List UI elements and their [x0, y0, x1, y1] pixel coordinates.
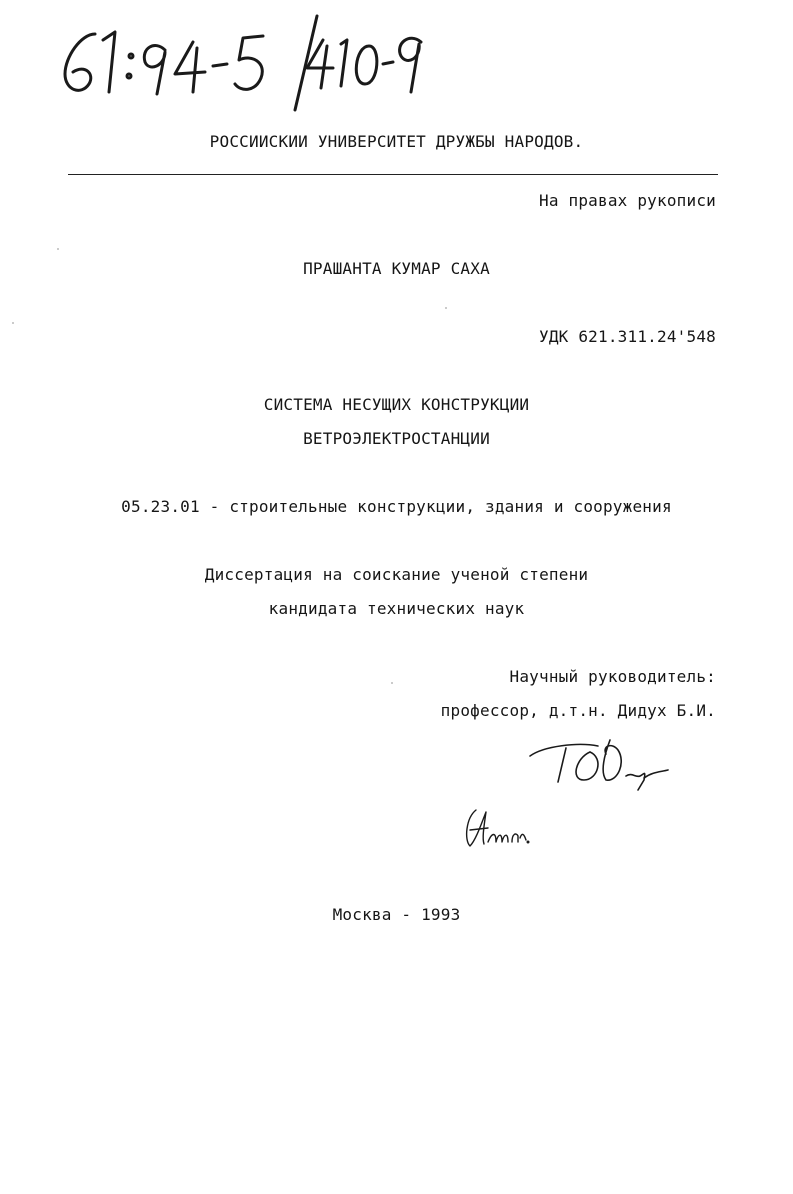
scan-speck	[391, 682, 393, 684]
manuscript-rights: На правах рукописи	[539, 191, 716, 210]
degree-line-1: Диссертация на соискание ученой степени	[204, 565, 589, 584]
handwritten-catalog-number	[55, 12, 425, 112]
dissertation-title-line-1: СИСТЕМА НЕСУЩИХ КОНСТРУКЦИИ	[263, 395, 530, 414]
degree-line-2: кандидата технических наук	[268, 599, 525, 618]
author-name: ПРАШАНТА КУМАР САХА	[303, 259, 490, 278]
author-signature	[462, 804, 532, 850]
specialty-code: 05.23.01 - строительные конструкции, здания и сооружения	[121, 497, 672, 516]
supervisor-label: Научный руководитель:	[509, 667, 716, 686]
supervisor-signature	[522, 732, 672, 792]
header-divider	[68, 174, 718, 175]
city-year: Москва - 1993	[332, 905, 461, 924]
scan-speck	[57, 248, 59, 250]
scan-speck	[445, 307, 447, 309]
udc-code: УДК 621.311.24'548	[539, 327, 716, 346]
university-name: РОССИИСКИИ УНИВЕРСИТЕТ ДРУЖБЫ НАРОДОВ.	[209, 132, 584, 151]
dissertation-title-line-2: ВЕТРОЭЛЕКТРОСТАНЦИИ	[303, 429, 490, 448]
scan-speck	[12, 322, 14, 324]
supervisor-name: профессор, д.т.н. Дидух Б.И.	[440, 701, 716, 720]
